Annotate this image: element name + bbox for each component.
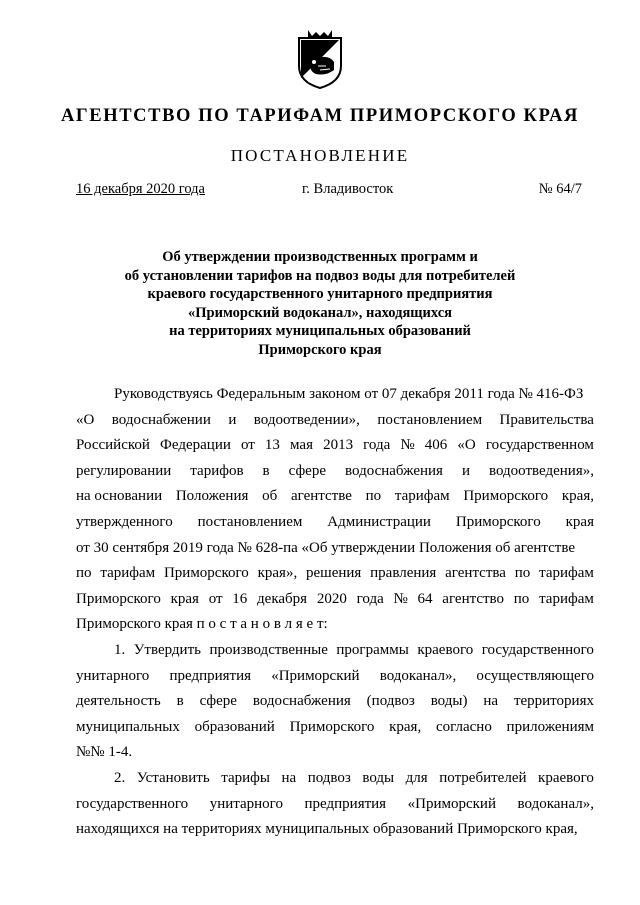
document-type: ПОСТАНОВЛЕНИЕ <box>230 146 410 165</box>
body-line <box>76 766 594 792</box>
body-word: Федерации <box>160 437 231 454</box>
agency-name: АГЕНТСТВО ПО ТАРИФАМ ПРИМОРСКОГО КРАЯ <box>60 106 580 126</box>
body-line <box>76 510 594 536</box>
body-word: об <box>262 488 278 505</box>
body-line <box>76 484 594 510</box>
body-line <box>76 792 594 818</box>
body-word: в <box>262 462 270 479</box>
body-word: (подвоз <box>366 693 415 710</box>
body-word: унитарного <box>76 667 150 684</box>
body-word: по <box>513 590 530 607</box>
body-word: по <box>76 565 92 582</box>
body-word: 16 <box>232 590 248 607</box>
body-word: государственном <box>485 437 594 454</box>
body-word: №№ 1-4. <box>76 744 133 761</box>
body-word: тарифы <box>221 769 270 786</box>
body-line <box>76 740 594 766</box>
body-word: агентства <box>445 565 506 582</box>
body-line <box>76 715 594 741</box>
body-word: водоканал», <box>379 667 457 684</box>
body-word: декабря <box>257 590 308 607</box>
body-word: агентство <box>442 590 505 607</box>
body-word: краевого <box>538 769 594 786</box>
body-word: постановлением <box>197 513 303 530</box>
body-word: 13 <box>264 437 280 454</box>
body-line <box>76 561 594 587</box>
body-word: Приморского <box>289 718 375 735</box>
body-word: «О <box>76 411 95 428</box>
body-line <box>76 817 594 843</box>
body-word: 64 <box>417 590 433 607</box>
body-word: от 30 сентября 2019 года № 628-па «Об утверждении Положения об агентстве <box>76 539 576 556</box>
body-word: Приморского <box>163 565 249 582</box>
body-word: по <box>514 565 531 582</box>
body-word: водоснабжении <box>111 411 211 428</box>
body-word: находящихся на территориях муниципальных образований Приморского края, <box>76 821 578 838</box>
body-word: потребителей <box>439 769 527 786</box>
body-word: государственного <box>76 795 189 812</box>
body-word: Установить <box>136 769 210 786</box>
body-word: приложениям <box>506 718 594 735</box>
body-line <box>76 536 594 562</box>
body-word: края, <box>389 718 422 735</box>
body-word: осуществляющего <box>476 667 594 684</box>
body-word: 1. <box>114 641 126 658</box>
body-word: краевого <box>417 641 474 658</box>
body-word: Приморского <box>455 513 541 530</box>
title-line: Об утверждении производственных программ и <box>162 249 478 265</box>
body-line <box>76 587 594 613</box>
body-word: и <box>228 411 237 428</box>
body-word: на <box>483 693 499 710</box>
body-word: государственного <box>481 641 594 658</box>
body-word: сфере <box>288 462 327 479</box>
body-word: водоотведении», <box>253 411 360 428</box>
body-line <box>76 638 594 664</box>
body-word: сфере <box>199 693 237 710</box>
body-word: Правительства <box>499 411 594 428</box>
body-word: 2. <box>114 769 126 786</box>
body-word: агентстве <box>290 488 352 505</box>
body-word: Приморского <box>463 488 549 505</box>
body-word: образований <box>194 718 275 735</box>
body-word: № <box>400 437 415 454</box>
body-word: согласно <box>435 718 492 735</box>
title-line: Приморского края <box>258 341 382 358</box>
body-word: деятельность <box>76 693 161 710</box>
body-word: подвоз <box>307 769 351 786</box>
body-word: Администрации <box>327 513 431 530</box>
body-word: от <box>208 590 223 607</box>
body-word: и <box>461 462 470 479</box>
body-word: «Приморский <box>271 667 360 684</box>
body-word: тарифам <box>539 565 594 582</box>
body-word: Приморского края п о с т а н о в л я е т: <box>76 616 328 633</box>
document-date: 16 декабря 2020 года <box>76 181 205 197</box>
body-word: производственные <box>209 641 328 658</box>
body-word: программы <box>336 641 409 658</box>
body-word: территориях <box>513 693 594 710</box>
body-word: от <box>240 437 255 454</box>
body-word: правления <box>370 565 437 582</box>
body-word: Приморского <box>76 590 161 607</box>
body-word: края, <box>561 488 594 505</box>
body-word: Российской <box>76 437 150 454</box>
body-word: «Приморский <box>407 795 496 812</box>
body-word: унитарного <box>209 795 283 812</box>
body-word: утвержденного <box>76 513 173 530</box>
body-word: водоснабжения <box>345 462 443 479</box>
body-word: № <box>393 590 408 607</box>
body-word: постановлением <box>377 411 483 428</box>
body-word: тарифам <box>394 488 450 505</box>
title-line: «Приморский водоканал», находящихся <box>188 304 452 321</box>
body-word: Руководствуясь Федеральным законом от 07 декабря 2011 года № 416-ФЗ <box>114 386 584 402</box>
body-word: 2020 <box>316 590 347 607</box>
body-word: для <box>405 769 428 786</box>
body-word: в <box>176 693 184 710</box>
title-line: краевого государственного унитарного предприятия <box>147 286 493 302</box>
body-word: по <box>365 488 382 505</box>
body-word: края <box>170 590 199 607</box>
body-word: Утвердить <box>133 641 201 658</box>
body-word: тарифам <box>100 565 156 582</box>
body-word: муниципальных <box>76 718 180 735</box>
body-word: предприятия <box>169 667 252 684</box>
coat-of-arms-emblem <box>296 26 344 90</box>
body-word: края», <box>257 565 298 582</box>
body-word: тарифам <box>539 590 594 607</box>
body-word: края <box>565 513 594 530</box>
title-line: на территориях муниципальных образований <box>169 323 471 339</box>
body-word: воды) <box>430 693 468 710</box>
body-word: тарифов <box>190 462 244 479</box>
title-line: об установлении тарифов на подвоз воды для потребителей <box>124 267 516 284</box>
document-city: г. Владивосток <box>302 181 394 197</box>
body-word: 2013 <box>323 437 354 454</box>
document-title <box>60 248 580 359</box>
body-word: 406 <box>424 437 448 454</box>
body-word: воды <box>362 769 395 786</box>
body-word: «О <box>457 437 476 454</box>
document-number: № 64/7 <box>538 181 582 197</box>
document-body <box>76 382 594 843</box>
body-word: года <box>363 437 391 454</box>
body-word: на <box>281 769 297 786</box>
body-word: решения <box>306 565 362 582</box>
body-word: предприятия <box>304 795 387 812</box>
body-line <box>76 408 594 434</box>
body-word: года <box>356 590 384 607</box>
body-line <box>76 612 594 638</box>
body-word: водоканал», <box>517 795 594 812</box>
body-line <box>76 433 594 459</box>
body-word: регулировании <box>76 462 172 479</box>
body-line <box>76 664 594 690</box>
body-word: мая <box>290 437 313 454</box>
body-line <box>76 689 594 715</box>
body-word: на основании <box>76 488 163 505</box>
body-line <box>76 382 594 408</box>
body-line <box>76 459 594 485</box>
body-word: Положения <box>175 488 249 505</box>
body-word: водоотведения», <box>488 462 594 479</box>
body-word: водоснабжения <box>252 693 351 710</box>
